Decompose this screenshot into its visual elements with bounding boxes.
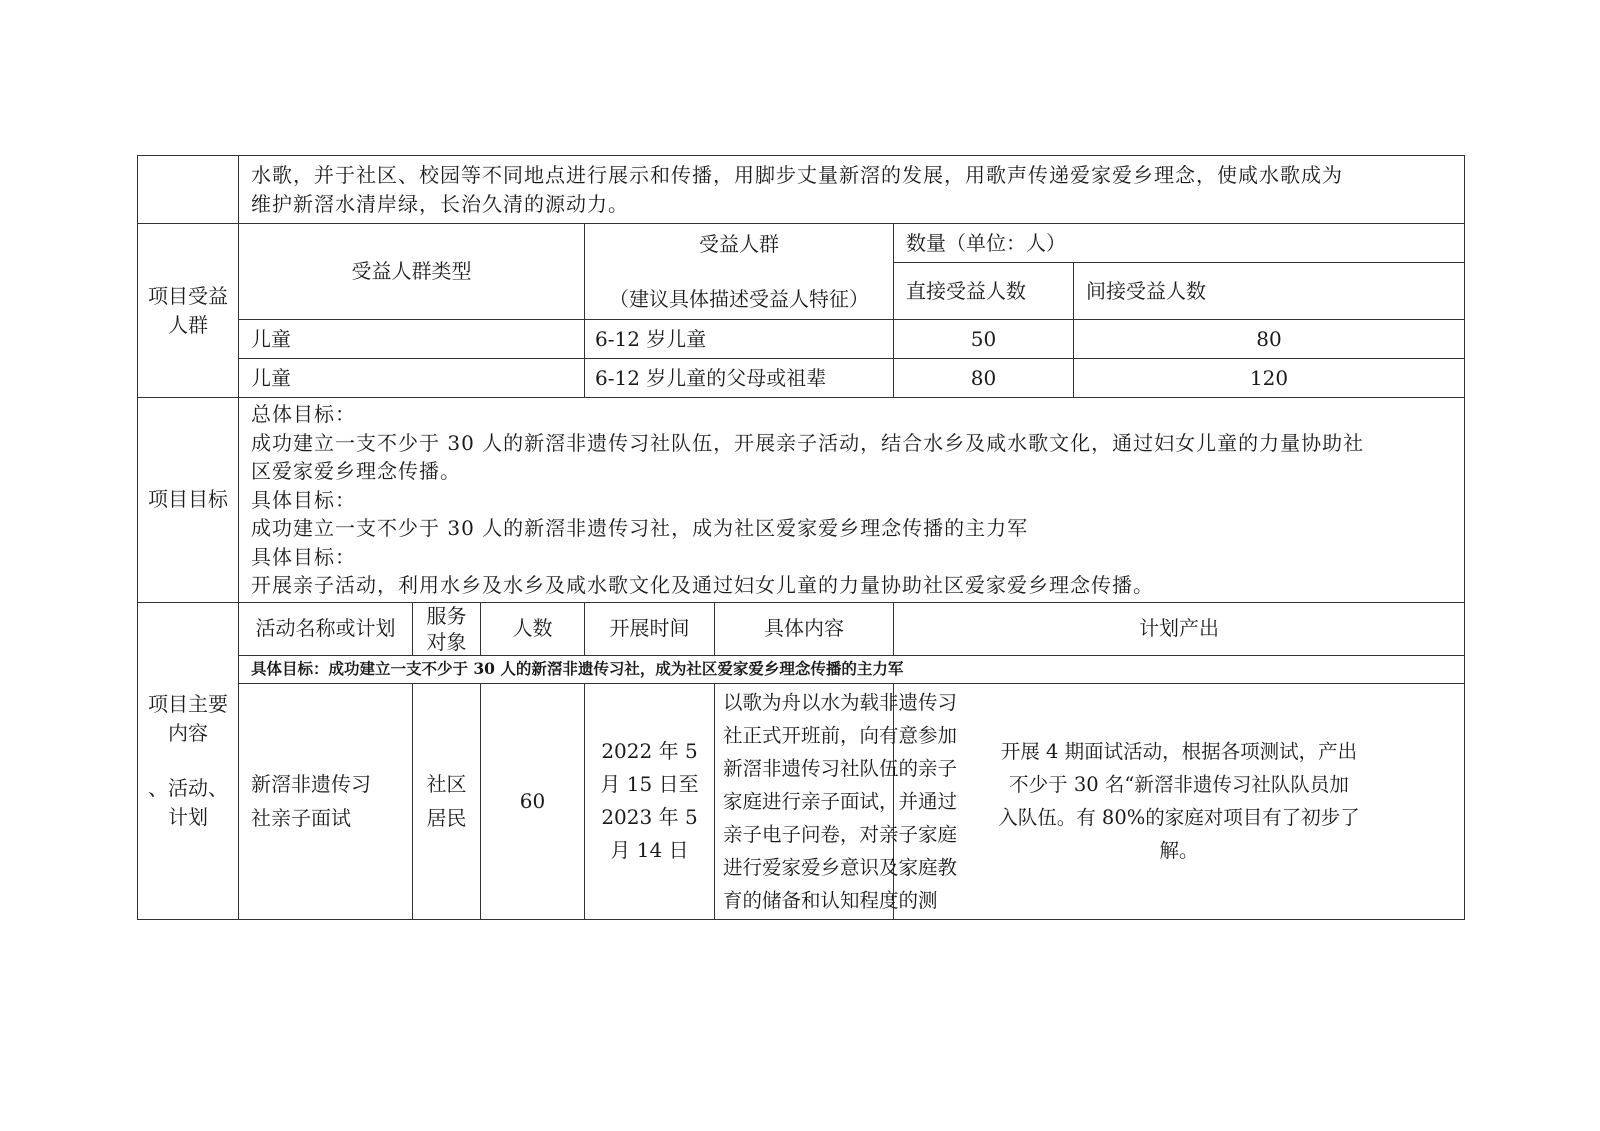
activity-row: [138, 683, 1465, 919]
activity-content-line: 新滘非遗传习社队伍的亲子: [723, 756, 958, 780]
project-table: [137, 155, 1465, 920]
activity-content-line: 亲子电子问卷，对亲子家庭: [723, 822, 958, 846]
header-beneficiary-type: 受益人群类型: [239, 224, 585, 320]
header-output: 计划产出: [894, 602, 1465, 655]
activity-output-line: 不少于 30 名“新滘非遗传习社队队员加: [1009, 773, 1349, 796]
activity-time-line: 2023 年 5: [601, 805, 698, 829]
activity-output-line: 解。: [1159, 839, 1199, 862]
header-target-line: 服务: [426, 603, 467, 628]
goal-line: 总体目标：: [251, 402, 356, 426]
activity-target: [413, 683, 481, 919]
goals-text-cell: [239, 398, 1465, 603]
activities-label-line: 内容: [168, 720, 208, 745]
activity-content-line: 进行爱家爱乡意识及家庭教: [723, 855, 958, 879]
beneficiary-indirect: 80: [1074, 320, 1465, 359]
goal-line: 开展亲子活动，利用水乡及水乡及咸水歌文化及通过妇女儿童的力量协助社区爱家爱乡理念传播。: [251, 573, 1154, 597]
beneficiary-direct: 80: [894, 359, 1074, 398]
beneficiary-direct: 50: [894, 320, 1074, 359]
goal-line: 成功建立一支不少于 30 人的新滘非遗传习社，成为社区爱家爱乡理念传播的主力军: [251, 516, 1029, 540]
intro-text-cell: [239, 156, 1465, 224]
header-beneficiary-group: [585, 224, 894, 320]
goal-line: 具体目标：: [251, 544, 356, 569]
activities-section-label: [138, 602, 239, 919]
activity-time-line: 2022 年 5: [601, 739, 698, 763]
goal-line: 成功建立一支不少于 30 人的新滘非遗传习社队伍，开展亲子活动，结合水乡及咸水歌文化，通过妇女儿童的力量协助社: [251, 430, 1365, 455]
beneficiary-indirect: 120: [1074, 359, 1465, 398]
header-target-line: 对象: [426, 629, 467, 654]
header-content: 具体内容: [715, 602, 894, 655]
activities-label-line: 、活动、: [148, 775, 228, 800]
activities-subgoal: 具体目标：成功建立一支不少于 30 人的新滘非遗传习社，成为社区爱家爱乡理念传播的主力军: [239, 655, 1465, 683]
intro-line-2: 维护新滘水清岸绿，长治久清的源动力。: [251, 191, 629, 216]
goals-section-label: 项目目标: [138, 398, 239, 603]
header-direct: 直接受益人数: [894, 263, 1074, 320]
activity-time-line: 月 14 日: [610, 838, 689, 862]
intro-line-1: 水歌，并于社区、校园等不同地点进行展示和传播，用脚步丈量新滘的发展，用歌声传递爱家爱乡理念，使咸水歌成为: [251, 162, 1343, 187]
beneficiary-desc: 6-12 岁儿童的父母或祖辈: [585, 359, 894, 398]
activity-content-line: 育的储备和认知程度的测: [723, 888, 938, 912]
activities-header-row: [138, 602, 1465, 655]
activity-name-line: 社亲子面试: [251, 806, 351, 830]
beneficiaries-label-line-2: 人群: [168, 312, 208, 337]
beneficiary-header-row-1: [138, 224, 1465, 263]
activity-count: 60: [481, 683, 585, 919]
beneficiaries-section-label: [138, 224, 239, 398]
activity-time-line: 月 15 日至: [600, 772, 699, 796]
activities-label-line: 项目主要: [148, 691, 228, 716]
activity-content: [715, 683, 958, 919]
activities-label-spacer: [146, 748, 230, 774]
beneficiary-desc: 6-12 岁儿童: [585, 320, 894, 359]
goals-row: [138, 398, 1465, 603]
header-group-spacer: [593, 259, 885, 285]
activity-name: [239, 683, 413, 919]
goal-line: 区爱家爱乡理念传播。: [251, 459, 461, 483]
activities-label-line: 计划: [168, 804, 208, 829]
header-group-note: （建议具体描述受益人特征）: [609, 287, 869, 311]
activity-name-line: 新滘非遗传习: [251, 772, 371, 796]
activity-output-line: 入队伍。有 80%的家庭对项目有了初步了: [998, 806, 1360, 829]
beneficiary-type: 儿童: [239, 359, 585, 398]
activity-output: [894, 683, 1465, 919]
goal-line: 具体目标：: [251, 487, 356, 512]
header-time: 开展时间: [585, 602, 715, 655]
activity-target-line: 居民: [426, 806, 467, 830]
activity-content-line: 社正式开班前，向有意参加: [723, 723, 958, 747]
header-count: 人数: [481, 602, 585, 655]
activity-target-line: 社区: [426, 772, 467, 796]
beneficiary-type: 儿童: [239, 320, 585, 359]
intro-label-cell: [138, 156, 239, 224]
activities-subgoal-row: [138, 655, 1465, 683]
activity-content-line: 家庭进行亲子面试，并通过: [723, 789, 958, 813]
beneficiary-row: [138, 320, 1465, 359]
header-service-target: [413, 602, 481, 655]
header-group-title: 受益人群: [699, 232, 779, 256]
header-activity-name: 活动名称或计划: [239, 602, 413, 655]
header-indirect: 间接受益人数: [1074, 263, 1465, 320]
beneficiaries-label-line-1: 项目受益: [148, 283, 228, 308]
activity-output-line: 开展 4 期面试活动，根据各项测试，产出: [1000, 740, 1358, 763]
activity-time: [585, 683, 715, 919]
header-quantity: 数量（单位：人）: [894, 224, 1465, 263]
intro-row: [138, 156, 1465, 224]
beneficiary-row: [138, 359, 1465, 398]
activity-content-line: 以歌为舟以水为载非遗传习: [723, 690, 958, 714]
